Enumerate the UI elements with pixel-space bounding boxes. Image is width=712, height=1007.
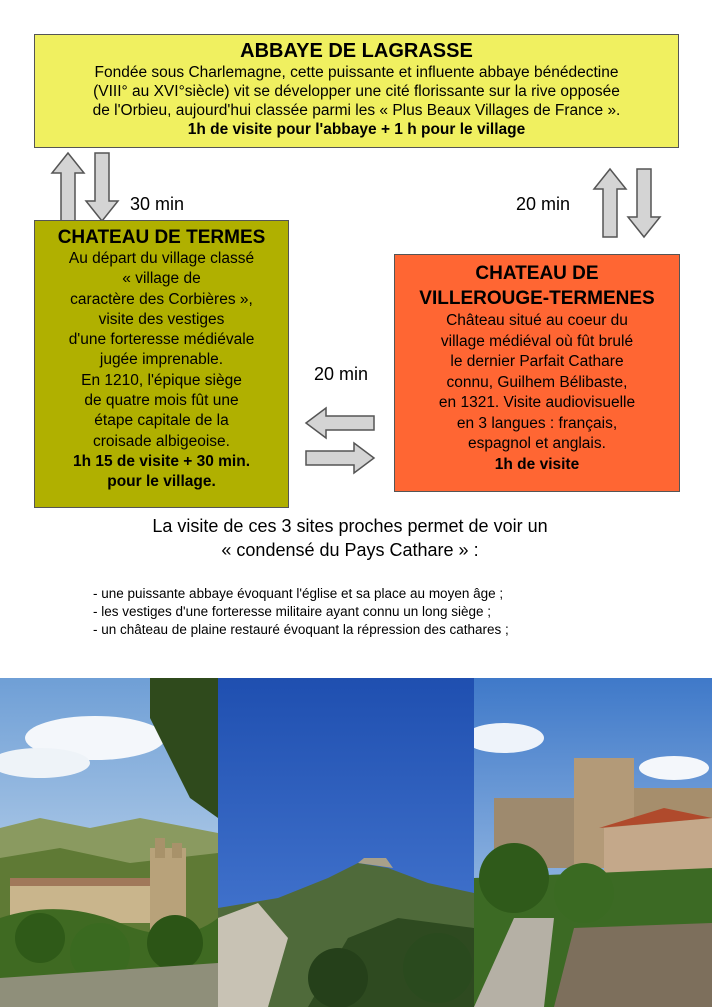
termes-line: caractère des Corbières », — [70, 290, 253, 308]
termes-line: jugée imprenable. — [99, 351, 224, 369]
photo-lagrasse-village — [0, 678, 218, 1007]
termes-line: Au départ du village classé — [68, 250, 255, 267]
duration-termes-villerouge: 20 min — [314, 364, 369, 384]
arrow-up-icon — [50, 151, 86, 223]
list-item: - les vestiges d'une forteresse militaire ayant connu un long siège ; — [93, 604, 492, 619]
abbaye-line: de l'Orbieu, aujourd'hui classée parmi les « Plus Beaux Villages de France ». — [92, 102, 621, 119]
intro-line: « condensé du Pays Cathare » : — [221, 540, 479, 560]
villerouge-title: VILLEROUGE-TERMENES — [419, 288, 655, 309]
villerouge-line: Château situé au coeur du — [446, 312, 628, 329]
intro-text — [100, 514, 600, 562]
abbaye-box — [34, 34, 679, 148]
termes-line: visite des vestiges — [98, 310, 225, 328]
termes-line: croisade albigeoise. — [92, 432, 230, 450]
villerouge-line: village médiéval où fût brulé — [440, 332, 634, 350]
arrow-right-icon — [304, 440, 376, 476]
villerouge-title: CHATEAU DE — [475, 263, 599, 284]
termes-line: étape capitale de la — [94, 412, 229, 430]
termes-visit-duration: pour le village. — [107, 473, 216, 491]
termes-line: En 1210, l'épique siège — [81, 371, 242, 389]
list-item: - un château de plaine restauré évoquant la répression des cathares ; — [93, 622, 509, 637]
termes-box — [34, 220, 289, 508]
abbaye-visit-duration: 1h de visite pour l'abbaye + 1 h pour le village — [187, 121, 526, 138]
villerouge-box — [394, 254, 680, 492]
bullet-list — [93, 585, 509, 639]
photo-villerouge-castle — [474, 678, 712, 1007]
abbaye-line: (VIII° au XVI°siècle) vit se développer une cité florissante sur la rive opposée — [93, 83, 620, 100]
abbaye-title: ABBAYE DE LAGRASSE — [240, 40, 473, 62]
arrow-down-icon — [626, 167, 662, 239]
villerouge-line: connu, Guilhem Bélibaste, — [446, 373, 628, 391]
arrow-up-icon — [592, 167, 628, 239]
villerouge-line: en 1321. Visite audiovisuelle — [438, 394, 636, 411]
abbaye-line: Fondée sous Charlemagne, cette puissante et influente abbaye bénédectine — [94, 64, 619, 81]
villerouge-line: le dernier Parfait Cathare — [450, 353, 624, 370]
villerouge-line: en 3 langues : français, — [456, 414, 618, 432]
termes-line: « village de — [122, 270, 201, 288]
list-item: - une puissante abbaye évoquant l'église et sa place au moyen âge ; — [93, 586, 504, 601]
termes-line: de quatre mois fût une — [84, 392, 239, 410]
arrow-down-icon — [84, 151, 120, 223]
termes-title: CHATEAU DE TERMES — [57, 227, 266, 248]
duration-abbaye-villerouge: 20 min — [516, 194, 571, 214]
villerouge-line: espagnol et anglais. — [468, 435, 606, 452]
duration-abbaye-termes: 30 min — [130, 194, 185, 214]
photo-termes-castle — [218, 678, 474, 1007]
arrow-left-icon — [304, 405, 376, 441]
villerouge-visit-duration: 1h de visite — [494, 455, 580, 473]
termes-visit-duration: 1h 15 de visite + 30 min. — [72, 452, 251, 470]
intro-line: La visite de ces 3 sites proches permet de voir un — [152, 516, 548, 536]
termes-line: d'une forteresse médiévale — [68, 331, 255, 349]
